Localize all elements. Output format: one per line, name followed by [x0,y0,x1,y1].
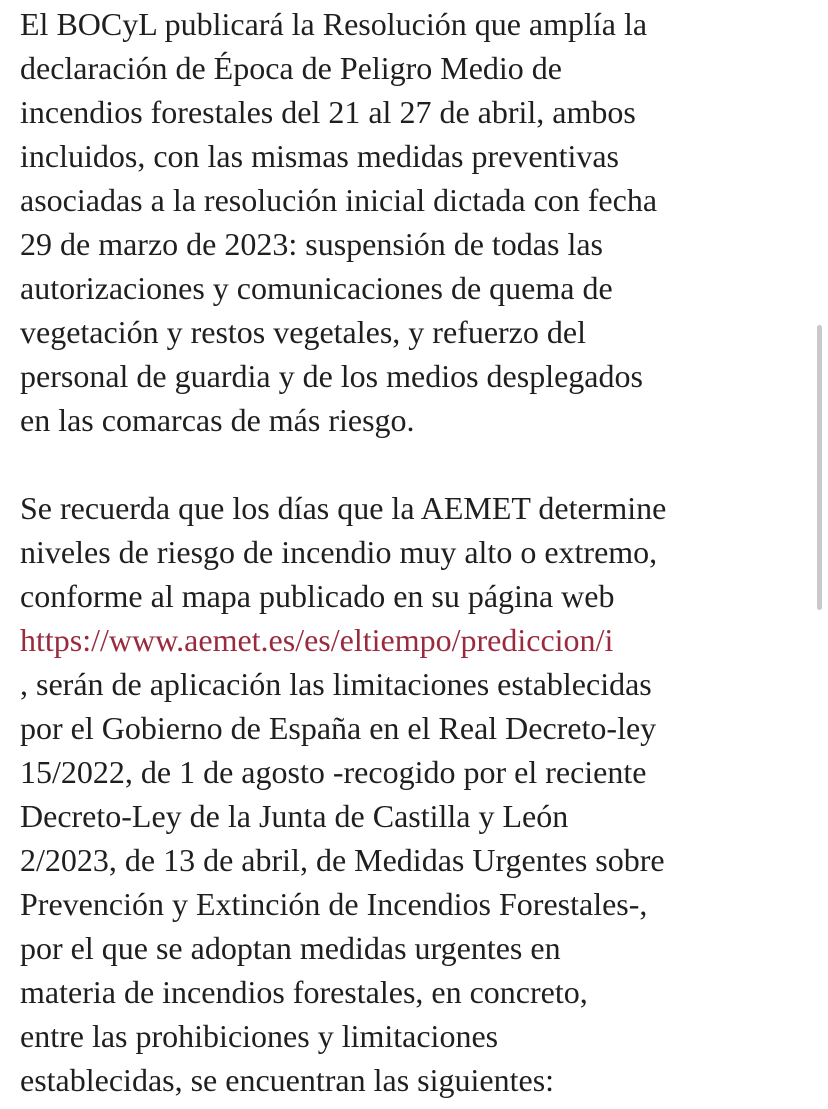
text-line: , serán de aplicación las limitaciones establecidas [20,666,652,702]
text-line: materia de incendios forestales, en concreto, [20,974,588,1010]
text-line: asociadas a la resolución inicial dictada con fecha [20,182,658,218]
paragraph-aemet-limitaciones [20,486,810,1102]
text-line: vegetación y restos vegetales, y refuerzo del [20,314,586,350]
text-line: en las comarcas de más riesgo. [20,402,415,438]
text-line: niveles de riesgo de incendio muy alto o extremo, [20,534,658,570]
text-line: entre las prohibiciones y limitaciones [20,1018,499,1054]
text-line: 15/2022, de 1 de agosto -recogido por el reciente [20,754,647,790]
text-line: incluidos, con las mismas medidas preventivas [20,138,619,174]
text-line: Decreto-Ley de la Junta de Castilla y León [20,798,569,834]
text-line: Se recuerda que los días que la AEMET determine [20,490,667,526]
text-line: conforme al mapa publicado en su página web [20,578,615,614]
text-line: autorizaciones y comunicaciones de quema de [20,270,613,306]
text-line: incendios forestales del 21 al 27 de abril, ambos [20,94,636,130]
article-body [20,0,810,1102]
paragraph-epoca-peligro [20,0,810,442]
aemet-prediction-link[interactable]: https://www.aemet.es/es/eltiempo/prediccion/i [20,622,614,658]
text-line: 2/2023, de 13 de abril, de Medidas Urgentes sobre [20,842,665,878]
text-line: por el Gobierno de España en el Real Decreto-ley [20,710,657,746]
text-line: por el que se adoptan medidas urgentes en [20,930,561,966]
text-line: El BOCyL publicará la Resolución que amplía la [20,6,648,42]
text-line: personal de guardia y de los medios desplegados [20,358,643,394]
text-line: Prevención y Extinción de Incendios Forestales-, [20,886,648,922]
text-line: 29 de marzo de 2023: suspensión de todas las [20,226,603,262]
scrollbar-thumb[interactable] [817,325,822,610]
text-line: declaración de Época de Peligro Medio de [20,50,562,86]
text-line: establecidas, se encuentran las siguientes: [20,1062,555,1098]
